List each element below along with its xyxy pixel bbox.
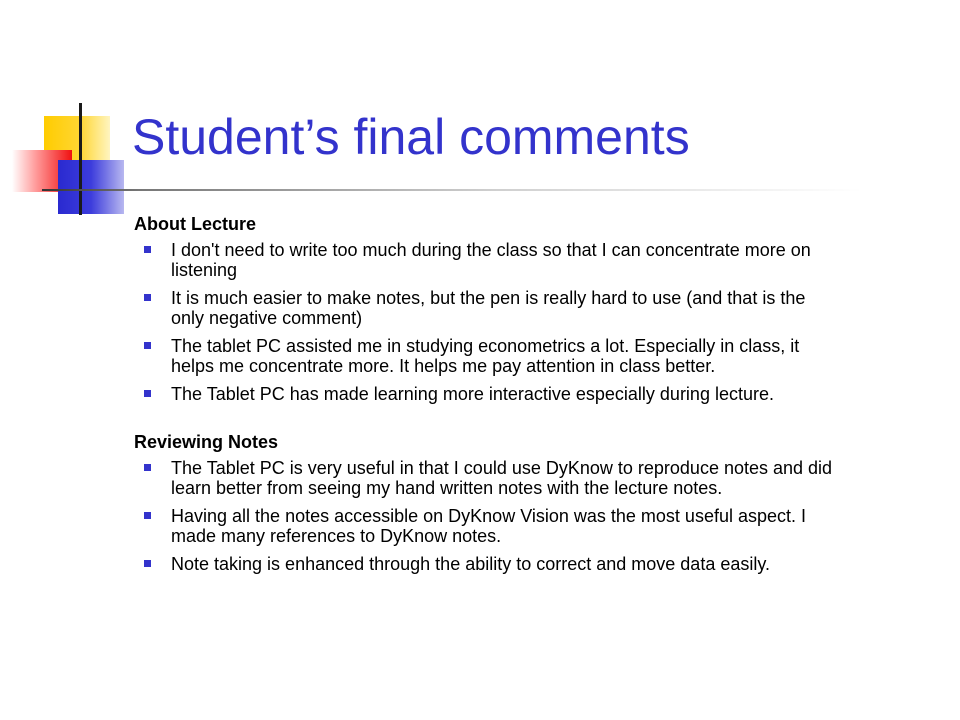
section-reviewing-notes	[134, 432, 834, 574]
list-item	[134, 554, 834, 574]
list-item	[134, 506, 834, 546]
square-bullet-icon	[144, 294, 151, 301]
list-item-text: The Tablet PC is very useful in that I could use DyKnow to reproduce notes and did learn better from seeing my hand written notes with the lecture notes.	[171, 458, 833, 498]
bullet-list	[134, 240, 834, 404]
list-item	[134, 458, 834, 498]
list-item	[134, 240, 834, 280]
list-item	[134, 288, 834, 328]
section-heading: Reviewing Notes	[134, 432, 279, 452]
list-item-text: The tablet PC assisted me in studying econometrics a lot. Especially in class, it helps me concentrate more. It helps me pay attention in class better.	[171, 336, 800, 376]
list-item-text: I don't need to write too much during the class so that I can concentrate more on listening	[171, 240, 811, 280]
list-item-text: Having all the notes accessible on DyKnow Vision was the most useful aspect. I made many references to DyKnow notes.	[171, 506, 807, 546]
slide-body	[134, 214, 834, 574]
square-bullet-icon	[144, 342, 151, 349]
decor-blue-square	[58, 160, 124, 214]
section-heading: About Lecture	[134, 214, 257, 234]
bullet-list	[134, 458, 834, 574]
list-item-text: Note taking is enhanced through the ability to correct and move data easily.	[171, 554, 771, 574]
section-about-lecture	[134, 214, 834, 404]
slide-title: Student’s final comments	[132, 109, 690, 165]
square-bullet-icon	[144, 390, 151, 397]
list-item-text: The Tablet PC has made learning more interactive especially during lecture.	[171, 384, 774, 404]
list-item-text: It is much easier to make notes, but the pen is really hard to use (and that is the only negative comment)	[171, 288, 806, 328]
list-item	[134, 384, 834, 404]
square-bullet-icon	[144, 512, 151, 519]
title-underline	[42, 189, 862, 191]
decor-vertical-line	[79, 103, 82, 215]
square-bullet-icon	[144, 246, 151, 253]
square-bullet-icon	[144, 560, 151, 567]
list-item	[134, 336, 834, 376]
square-bullet-icon	[144, 464, 151, 471]
